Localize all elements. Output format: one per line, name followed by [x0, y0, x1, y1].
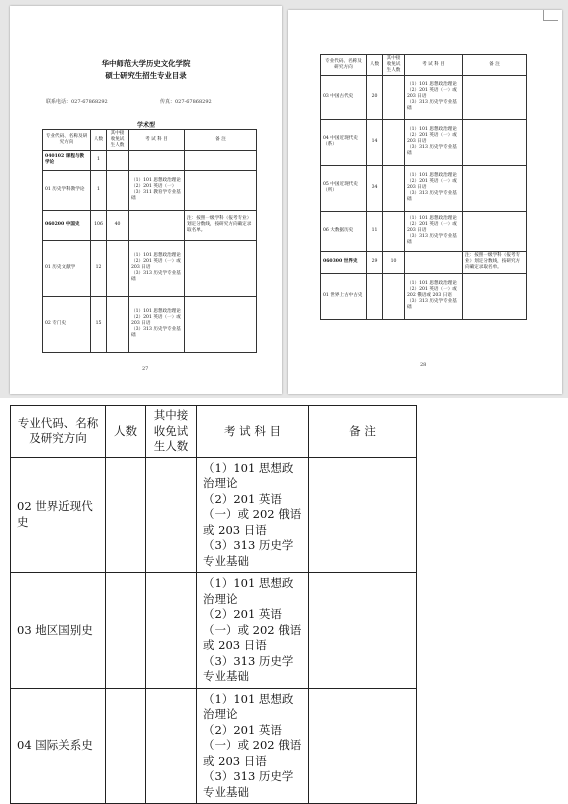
table-row: [11, 573, 417, 689]
enrollment-count: [106, 573, 146, 689]
exempt-count: 40: [107, 210, 129, 240]
enrollment-count: [367, 273, 383, 319]
program-code: 02 世界近现代史: [11, 457, 106, 573]
table-row: [43, 296, 257, 352]
program-code: 040102 课程与教学论: [43, 150, 91, 170]
table-row: [321, 119, 527, 165]
exam-subject-line: （3）313 历史学专业基础: [203, 653, 294, 684]
document-spread-preview: [0, 0, 568, 398]
exam-subject-line: （3）313 历史学专业基础: [203, 769, 294, 799]
page-28: [288, 10, 562, 394]
exam-subject-line: （1）101 思想政治理论: [203, 691, 294, 722]
exam-subjects: （1）101 思想政治理论 （2）201 英语（一）或 203 日语 （3）313 历史学专业基础: [405, 165, 463, 211]
enrollment-count: 11: [367, 211, 383, 251]
remarks: [309, 457, 417, 573]
enrollment-count: [106, 457, 146, 573]
exam-subject-line: （3）313 历史学专业基础: [203, 538, 294, 568]
table-row: [321, 211, 527, 251]
enrollment-count: 1: [91, 150, 107, 170]
header-subjects: 考 试 科 目: [405, 55, 463, 76]
enrollment-count: 1: [91, 170, 107, 210]
header-subjects: 考 试 科 目: [197, 406, 309, 458]
remarks: [185, 150, 257, 170]
header-count: 人数: [91, 130, 107, 151]
catalog-table-page28: [320, 54, 527, 320]
enrollment-count: 106: [91, 210, 107, 240]
remarks: [463, 119, 527, 165]
table-row: [43, 170, 257, 210]
exempt-count: [383, 273, 405, 319]
exam-subject-line: （2）201 英语（一）或 202 俄语或 203 日语: [203, 722, 302, 768]
page-number: 28: [420, 362, 427, 368]
header-note: 备 注: [463, 55, 527, 76]
table-row: [321, 165, 527, 211]
exam-subjects: （1）101 思想政治理论 （2）201 英语（一）或 203 日语 （3）313 历史学专业基础: [405, 119, 463, 165]
exempt-count: [146, 573, 197, 689]
page-title-line1: 华中师范大学历史文化学院: [101, 59, 191, 68]
header-subjects: 考 试 科 目: [129, 130, 185, 151]
exempt-count: [383, 119, 405, 165]
exam-subjects: （1）101 思想政治理论 （2）201 英语（一） （3）311 教育学专业基础: [129, 170, 185, 210]
table-header-row: [43, 130, 257, 151]
exam-subjects: （1）101 思想政治理论 （2）201 英语（一）或 202 俄语或 203 日语 （3）313 历史学专业基础: [405, 273, 463, 319]
enrollment-count: 20: [367, 75, 383, 119]
header-note: 备 注: [185, 130, 257, 151]
exam-subject-line: （2）201 英语（一）或 202 俄语或 203 日语: [203, 491, 302, 537]
catalog-table-page27: [42, 129, 257, 353]
remarks: [185, 296, 257, 352]
program-code: 01 历史学科教学论: [43, 170, 91, 210]
header-exempt: 其中接收免试生人数: [146, 406, 197, 458]
program-code: 05 中国近现代史（所）: [321, 165, 367, 211]
exempt-count: [107, 296, 129, 352]
exam-subjects: [129, 210, 185, 240]
exempt-count: [107, 240, 129, 296]
program-code: 060200 中国史: [43, 210, 91, 240]
remarks: [309, 573, 417, 689]
exam-subject-line: （2）201 英语（一）或 202 俄语或 203 日语: [203, 607, 302, 653]
table-row: [11, 457, 417, 573]
header-code: 专业代码、名称及研究方向: [11, 406, 106, 458]
exam-subjects: [129, 150, 185, 170]
exam-subjects: （1）101 思想政治理论 （2）201 英语（一）或 203 日语 （3）313 历史学专业基础: [129, 296, 185, 352]
remarks: [185, 170, 257, 210]
remarks: [463, 273, 527, 319]
remarks: [463, 211, 527, 251]
contact-phone: 联系电话：027-67868292: [46, 99, 108, 105]
remarks: 注：按照一级学科（报考专业）划定分数线，按研究方向确定录取名单。: [185, 210, 257, 240]
enrollment-count: 15: [91, 296, 107, 352]
section-title: 学术型: [136, 122, 155, 129]
program-code: 02 专门史: [43, 296, 91, 352]
table-row: [321, 75, 527, 119]
contact-fax: 传真：027-67868292: [160, 99, 212, 105]
table-header-row: [321, 55, 527, 76]
table-row: [321, 273, 527, 319]
header-code: 专业代码、名称及研究方向: [321, 55, 367, 76]
remarks: 注：按照一级学科（报考专业）划定分数线，按研究方向确定录取名单。: [463, 251, 527, 273]
header-note: 备 注: [309, 406, 417, 458]
remarks: [463, 165, 527, 211]
exam-subjects: （1）101 思想政治理论 （2）201 英语（一）或 203 日语 （3）313 历史学专业基础: [129, 240, 185, 296]
program-code: 060300 世界史: [321, 251, 367, 273]
program-code: 03 地区国别史: [11, 573, 106, 689]
page-number: 27: [142, 366, 149, 372]
page-27: [10, 6, 282, 394]
header-code: 专业代码、名称及研究方向: [43, 130, 91, 151]
page-title-line2: 硕士研究生招生专业目录: [105, 71, 187, 80]
enrollment-count: 29: [367, 251, 383, 273]
exam-subjects: （1）101 思想政治理论 （2）201 英语（一）或 203 日语 （3）313 历史学专业基础: [405, 75, 463, 119]
enrollment-count: 14: [367, 119, 383, 165]
table-row: [43, 150, 257, 170]
program-code: 01 历史文献学: [43, 240, 91, 296]
table-header-row: [11, 406, 417, 458]
enrollment-count: 34: [367, 165, 383, 211]
remarks: [463, 75, 527, 119]
program-code: 06 大数据历史: [321, 211, 367, 251]
program-code: 01 世界上古中古史: [321, 273, 367, 319]
exempt-count: 10: [383, 251, 405, 273]
exam-subjects: [197, 457, 309, 573]
table-row: [321, 251, 527, 273]
exam-subjects: （1）101 思想政治理论 （2）201 英语（一）或 203 日语 （3）313 历史学专业基础: [405, 211, 463, 251]
exam-subjects: [197, 573, 309, 689]
exam-subjects: [405, 251, 463, 273]
header-exempt: 其中接收免试生人数: [383, 55, 405, 76]
page-fold-mark: [543, 10, 558, 21]
enrollment-count: 12: [91, 240, 107, 296]
program-code: 04 国际关系史: [11, 688, 106, 804]
header-count: 人数: [106, 406, 146, 458]
table-row: [43, 240, 257, 296]
exam-subject-line: （1）101 思想政治理论: [203, 460, 294, 491]
exempt-count: [383, 211, 405, 251]
program-code: 04 中国近现代史（系）: [321, 119, 367, 165]
exempt-count: [107, 170, 129, 210]
exam-subject-line: （1）101 思想政治理论: [203, 576, 294, 606]
program-code: 03 中国古代史: [321, 75, 367, 119]
header-count: 人数: [367, 55, 383, 76]
table-row: [43, 210, 257, 240]
catalog-table-zoom: [10, 405, 417, 804]
remarks: [185, 240, 257, 296]
exempt-count: [383, 165, 405, 211]
exempt-count: [107, 150, 129, 170]
header-exempt: 其中接收免试生人数: [107, 130, 129, 151]
exempt-count: [146, 457, 197, 573]
exempt-count: [383, 75, 405, 119]
